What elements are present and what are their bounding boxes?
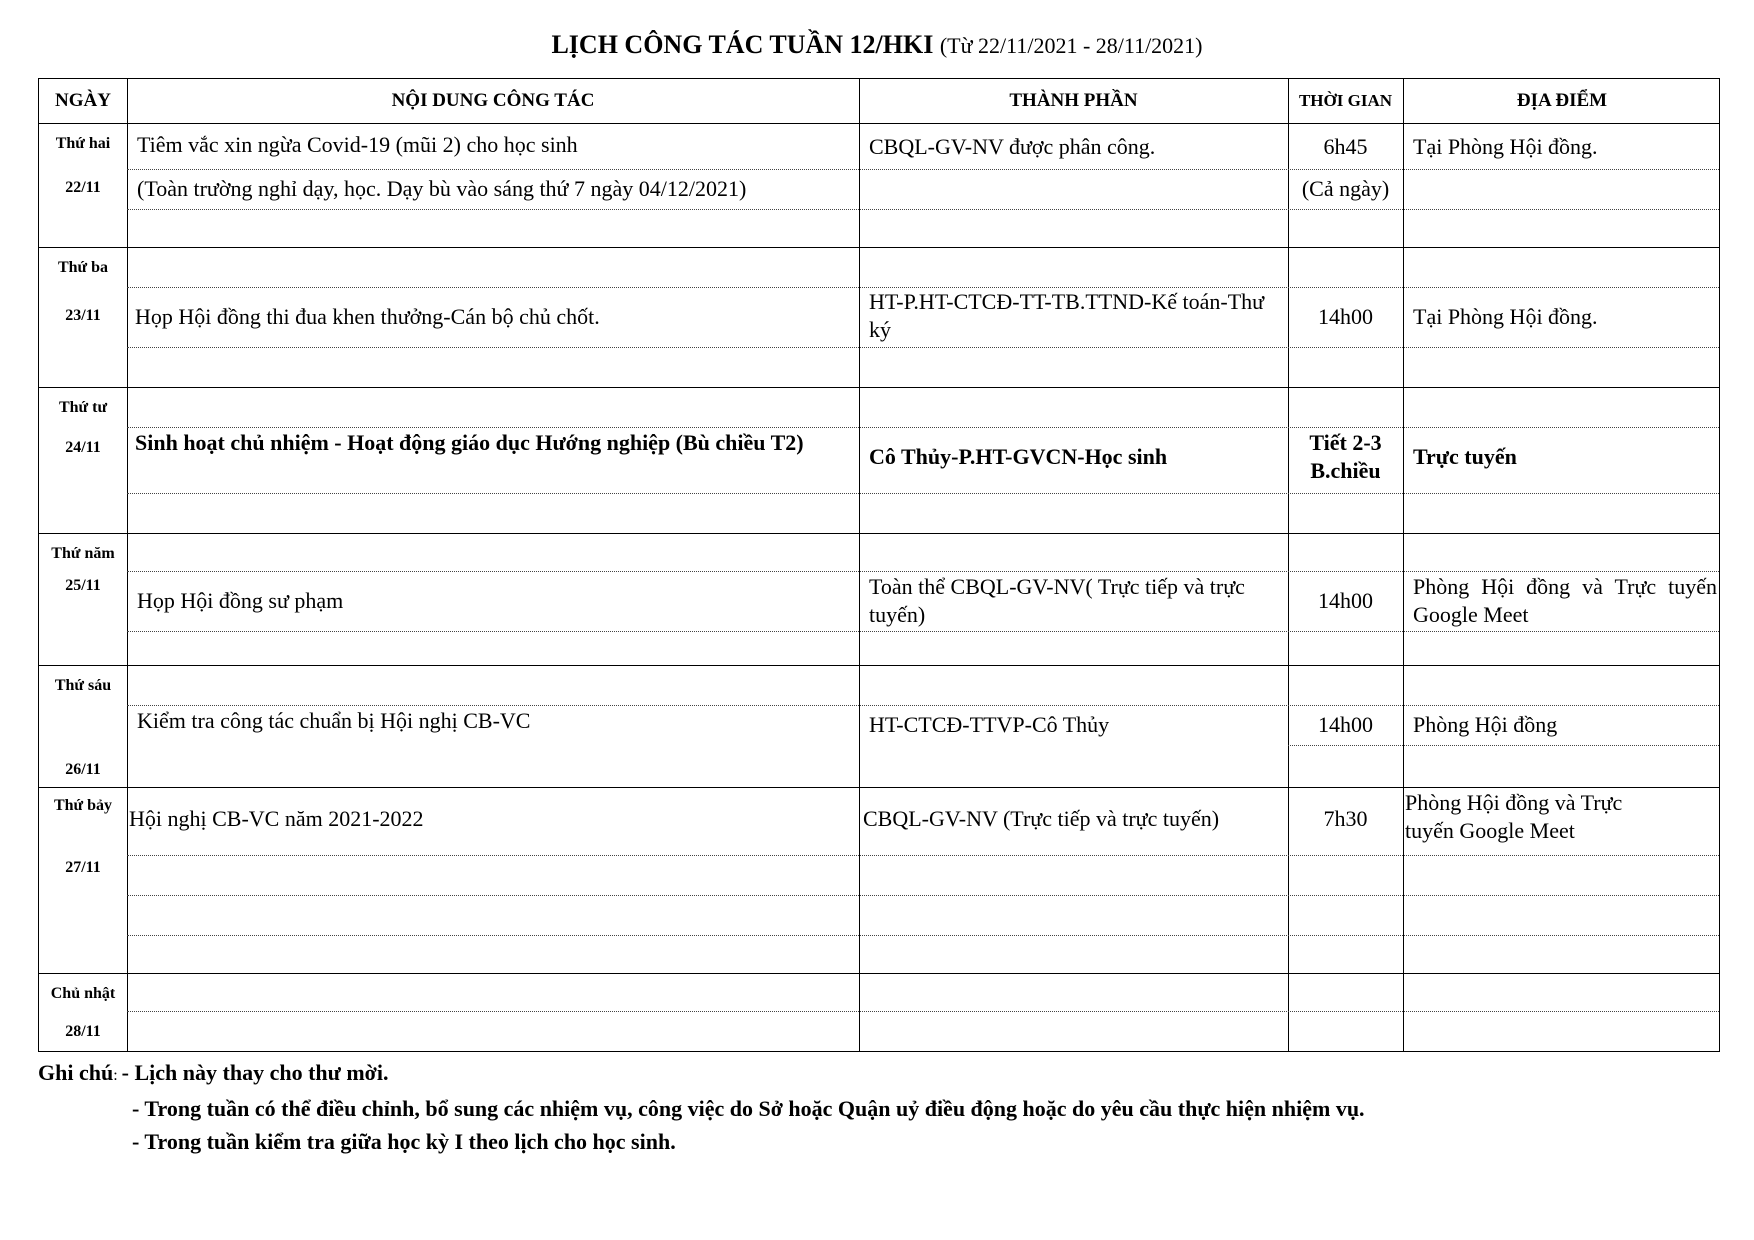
event-participants: CBQL-GV-NV được phân công.	[869, 134, 1156, 159]
event-time: 14h00	[1318, 712, 1373, 737]
day-date: 25/11	[65, 577, 101, 594]
event-participants: Toàn thể CBQL-GV-NV( Trực tiếp và trực tuyến)	[869, 574, 1245, 627]
event-location: Phòng Hội đồng	[1413, 712, 1558, 737]
day-name: Thứ tư	[58, 399, 108, 416]
header-participants: THÀNH PHẦN	[1009, 90, 1138, 111]
event-time: 14h00	[1318, 304, 1373, 329]
header-location: ĐỊA ĐIỂM	[1516, 90, 1608, 111]
note-line: - Trong tuần kiểm tra giữa học kỳ I theo lịch cho học sinh.	[132, 1129, 676, 1154]
notes-colon: :	[113, 1067, 122, 1084]
day-name: Thứ bảy	[53, 797, 113, 814]
day-date: 22/11	[65, 179, 101, 196]
day-name: Thứ hai	[55, 135, 111, 152]
note-line: - Trong tuần có thể điều chỉnh, bổ sung các nhiệm vụ, công việc do Sở hoặc Quận uỷ điều động hoặc do yêu cầu thực hiện nhiệm vụ.	[132, 1096, 1365, 1121]
event-time: 14h00	[1318, 588, 1373, 613]
header-time: THỜI GIAN	[1298, 91, 1393, 110]
day-date: 23/11	[65, 307, 101, 324]
day-date: 28/11	[65, 1023, 101, 1040]
title-main: LỊCH CÔNG TÁC TUẦN 12/HKI	[551, 30, 934, 59]
event-time: Tiết 2-3 B.chiều	[1309, 430, 1382, 483]
day-name: Chủ nhật	[50, 985, 116, 1002]
event-content: Họp Hội đồng sư phạm	[137, 588, 344, 613]
event-content: Tiêm vắc xin ngừa Covid-19 (mũi 2) cho học sinh	[137, 132, 578, 157]
notes-section	[38, 1056, 1720, 1158]
event-content: Hội nghị CB-VC năm 2021-2022	[129, 806, 424, 831]
schedule-table	[38, 78, 1720, 1052]
day-date: 26/11	[65, 761, 101, 778]
event-location: Phòng Hội đồng và Trực tuyến Google Meet	[1405, 790, 1623, 843]
day-name: Thứ ba	[57, 259, 109, 276]
event-location: Trực tuyến	[1413, 444, 1517, 469]
event-location: Tại Phòng Hội đồng.	[1413, 304, 1598, 329]
event-participants: Cô Thủy-P.HT-GVCN-Học sinh	[869, 444, 1168, 469]
event-participants: HT-CTCĐ-TTVP-Cô Thủy	[869, 712, 1110, 737]
event-content: Sinh hoạt chủ nhiệm - Hoạt động giáo dục Hướng nghiệp (Bù chiều T2)	[135, 430, 804, 455]
notes-label: Ghi chú	[38, 1060, 114, 1085]
day-name: Thứ năm	[51, 545, 115, 562]
day-date: 24/11	[65, 439, 101, 456]
header-content: NỘI DUNG CÔNG TÁC	[391, 90, 595, 111]
day-date: 27/11	[65, 859, 101, 876]
event-participants: CBQL-GV-NV (Trực tiếp và trực tuyến)	[863, 806, 1220, 831]
event-content: Kiểm tra công tác chuẩn bị Hội nghị CB-VC	[137, 708, 531, 733]
event-participants: HT-P.HT-CTCĐ-TT-TB.TTND-Kế toán-Thư ký	[869, 289, 1265, 342]
note-line: - Lịch này thay cho thư mời.	[121, 1060, 389, 1085]
event-location: Tại Phòng Hội đồng.	[1413, 134, 1598, 159]
event-location: Phòng Hội đồng và Trực tuyến Google Meet	[1413, 574, 1717, 627]
page-title	[0, 30, 1754, 60]
event-note: (Toàn trường nghỉ dạy, học. Dạy bù vào sáng thứ 7 ngày 04/12/2021)	[137, 176, 747, 201]
event-time: 7h30	[1323, 806, 1368, 831]
event-content: Họp Hội đồng thi đua khen thưởng-Cán bộ chủ chốt.	[135, 304, 600, 329]
event-time: 6h45	[1323, 134, 1368, 159]
day-name: Thứ sáu	[54, 677, 112, 694]
event-time-note: (Cả ngày)	[1301, 176, 1390, 201]
title-date-range: (Từ 22/11/2021 - 28/11/2021)	[939, 33, 1203, 58]
header-day: NGÀY	[55, 90, 111, 111]
